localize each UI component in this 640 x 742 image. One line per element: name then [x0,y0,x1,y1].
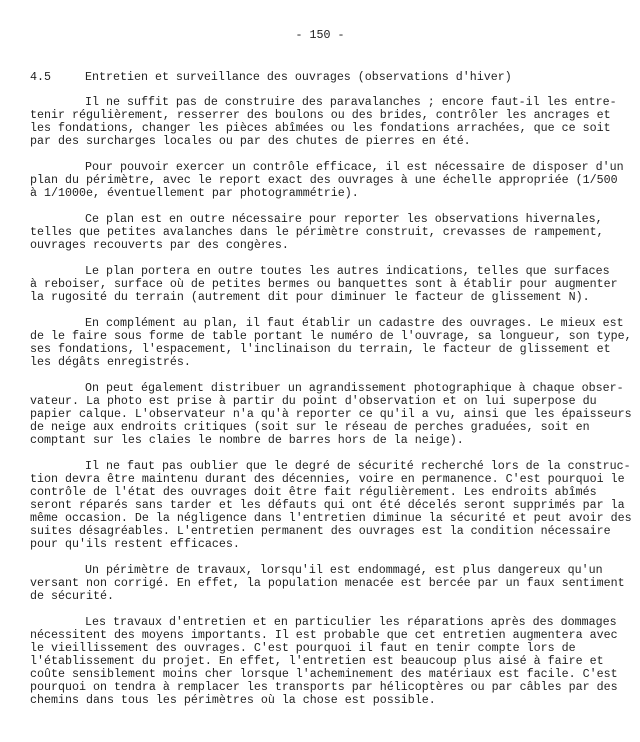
paragraph [30,460,640,551]
text-line: En complément au plan, il faut établir un cadastre des ouvrages. Le mieux est [85,317,624,330]
text-line: nécessitent des moyens importants. Il est probable que cet entretien augmentera avec [30,629,618,642]
text-line: Les travaux d'entretien et en particulier les réparations après des dommages [85,616,617,629]
text-line: de sécurité. [30,590,114,603]
section-heading [30,71,630,84]
document-body [30,96,640,720]
text-line: par des surcharges locales ou par des chutes de pierres en été. [30,135,471,148]
text-line: On peut également distribuer un agrandissement photographique à chaque obser- [85,382,624,395]
text-line: tion devra être maintenu durant des décennies, voire en permanence. C'est pourquoi le [30,473,625,486]
text-line: coûte sensiblement moins cher lorsque l'acheminement des matériaux est facile. C'est [30,668,618,681]
text-line: Il ne suffit pas de construire des paravalanches ; encore faut-il les entre- [85,96,617,109]
text-line: pour qu'ils restent efficaces. [30,538,240,551]
text-line: seront réparés sans tarder et les défauts qui ont été décelés seront supprimés par la [30,499,625,512]
text-line: plan du périmètre, avec le report exact des ouvrages à une échelle appropriée (1/500 [30,174,618,187]
text-line: chemins dans tous les périmètres où la chose est possible. [30,694,436,707]
paragraph [30,161,640,200]
text-line: Le plan portera en outre toutes les autres indications, telles que surfaces [85,265,610,278]
text-line: tenir régulièrement, resserrer des boulons ou des brides, contrôler les ancrages et [30,109,611,122]
text-line: Il ne faut pas oublier que le degré de sécurité recherché lors de la construc- [85,460,631,473]
paragraph [30,265,640,304]
text-line: même occasion. De la négligence dans l'entretien diminue la sécurité et peut avoir des [30,512,632,525]
paragraph [30,564,640,603]
text-line: ouvrages recouverts par des congères. [30,239,289,252]
paragraph [30,96,640,148]
page-number: - 150 - [295,28,345,42]
paragraph [30,213,640,252]
text-line: de neige aux endroits critiques (soit sur le réseau de perches graduées, soit en [30,421,590,434]
paragraph [30,317,640,369]
text-line: le vieillissement des ouvrages. C'est pourquoi il faut en tenir compte lors de [30,642,576,655]
text-line: versant non corrigé. En effet, la population menacée est bercée par un faux sentiment [30,577,625,590]
paragraph [30,616,640,707]
text-line: l'établissement du projet. En effet, l'entretien est beaucoup plus aisé à faire et [30,655,604,668]
section-number: 4.5 [30,70,51,84]
text-line: la rugosité du terrain (autrement dit pour diminuer le facteur de glissement N). [30,291,590,304]
text-line: contrôle de l'état des ouvrages doit être fait régulièrement. Les endroits abîmés [30,486,597,499]
section-title: Entretien et surveillance des ouvrages (observations d'hiver) [85,70,512,84]
text-line: à reboiser, surface où de petites bermes ou banquettes sont à établir pour augmenter [30,278,618,291]
text-line: papier calque. L'observateur n'a qu'à reporter ce qu'il a vu, ainsi que les épaisseurs [30,408,632,421]
text-line: Pour pouvoir exercer un contrôle efficace, il est nécessaire de disposer d'un [85,161,624,174]
paragraph [30,382,640,447]
text-line: suites désagréables. L'entretien permanent des ouvrages est la condition nécessaire [30,525,611,538]
text-line: les fondations, changer les pièces abîmées ou les fondations arrachées, que ce soit [30,122,611,135]
text-line: Ce plan est en outre nécessaire pour reporter les observations hivernales, [85,213,603,226]
text-line: comptant sur les claies le nombre de barres hors de la neige). [30,434,464,447]
text-line: Un périmètre de travaux, lorsqu'il est endommagé, est plus dangereux qu'un [85,564,603,577]
text-line: pourquoi on tendra à remplacer les transports par hélicoptères ou par câbles par des [30,681,618,694]
text-line: les dégâts enregistrés. [30,356,191,369]
text-line: telles que petites avalanches dans le périmètre construit, crevasses de rampement, [30,226,604,239]
text-line: ses fondations, l'espacement, l'inclinaison du terrain, le facteur de glissement et [30,343,611,356]
text-line: vateur. La photo est prise à partir du point d'observation et on lui superpose du [30,395,597,408]
text-line: à 1/1000e, éventuellement par photogrammétrie). [30,187,359,200]
text-line: de le faire sous forme de table portant le numéro de l'ouvrage, sa longueur, son type, [30,330,632,343]
